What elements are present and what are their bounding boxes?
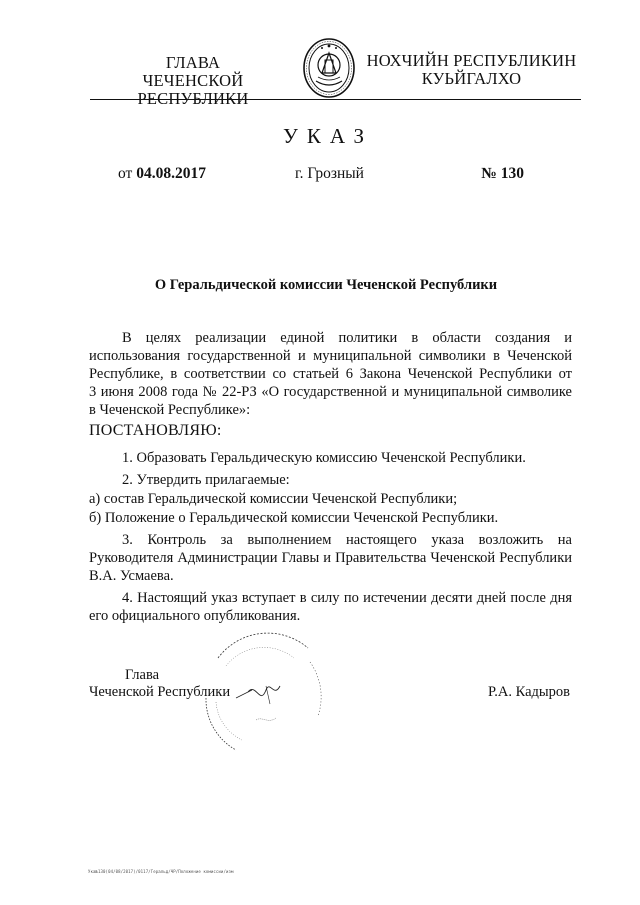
preamble-line: использования государственной и муниципальной символики в Чеченской	[89, 348, 572, 364]
decree-resolution-word: ПОСТАНОВЛЯЮ:	[89, 422, 222, 439]
decree-item-4-line: его официального опубликования.	[89, 608, 301, 624]
decree-meta-row	[118, 165, 524, 185]
header-divider	[90, 99, 581, 100]
decree-date	[118, 165, 206, 183]
header-left-line2: ЧЕЧЕНСКОЙ РЕСПУБЛИКИ	[137, 71, 249, 108]
decree-item-3-line: 3. Контроль за выполнением настоящего указа возложить на	[122, 532, 572, 548]
decree-item-3-line: Руководителя Администрации Главы и Правительства Чеченской Республики	[89, 550, 572, 566]
coat-of-arms-icon	[302, 37, 356, 99]
decree-item-3	[89, 531, 572, 585]
header-left-line1: ГЛАВА	[165, 53, 221, 72]
decree-item-1: 1. Образовать Геральдическую комиссию Чеченской Республики.	[122, 450, 526, 466]
preamble-line: в Чеченской Республике»:	[89, 402, 251, 418]
decree-date-value: 04.08.2017	[136, 165, 206, 182]
decree-item-4	[89, 589, 572, 625]
decree-date-prefix: от	[118, 165, 133, 182]
decree-number: № 130	[481, 165, 524, 182]
decree-item-2b: б) Положение о Геральдической комиссии Чеченской Республики.	[89, 510, 499, 526]
decree-subject: О Геральдической комиссии Чеченской Республики	[154, 277, 498, 293]
decree-title: УКАЗ	[282, 124, 374, 148]
decree-item-2a: а) состав Геральдической комиссии Чеченской Республики;	[89, 491, 458, 507]
signatory-title	[89, 667, 249, 701]
header-right-line2: КУЬЙГАЛХО	[421, 69, 522, 88]
preamble-paragraph	[89, 329, 572, 419]
preamble-line: В целях реализации единой политики в области создания и	[122, 330, 572, 346]
preamble-line: 3 июня 2008 года № 22-РЗ «О государственной и муниципальной символике	[89, 384, 572, 400]
decree-item-3-line: В.А. Усмаева.	[89, 568, 174, 584]
signatory-title-line1: Глава	[125, 667, 160, 683]
document-footer-code: Ука№130(04/08/2017)/0117/Геральд/ЧР/Положение комиссии/изм	[88, 869, 234, 874]
header-right-line1: НОХЧИЙН РЕСПУБЛИКИН	[366, 51, 577, 70]
signatory-name: Р.А. Кадыров	[488, 684, 570, 700]
preamble-line: Республике, в соответствии со статьей 6 Закона Чеченской Республики от	[89, 366, 572, 382]
decree-item-4-line: 4. Настоящий указ вступает в силу по истечении десяти дней после дня	[122, 590, 572, 606]
header-right-title	[364, 52, 579, 88]
decree-city: г. Грозный	[295, 165, 364, 182]
decree-item-2: 2. Утвердить прилагаемые:	[122, 472, 290, 488]
signatory-title-line2: Чеченской Республики	[89, 684, 231, 700]
